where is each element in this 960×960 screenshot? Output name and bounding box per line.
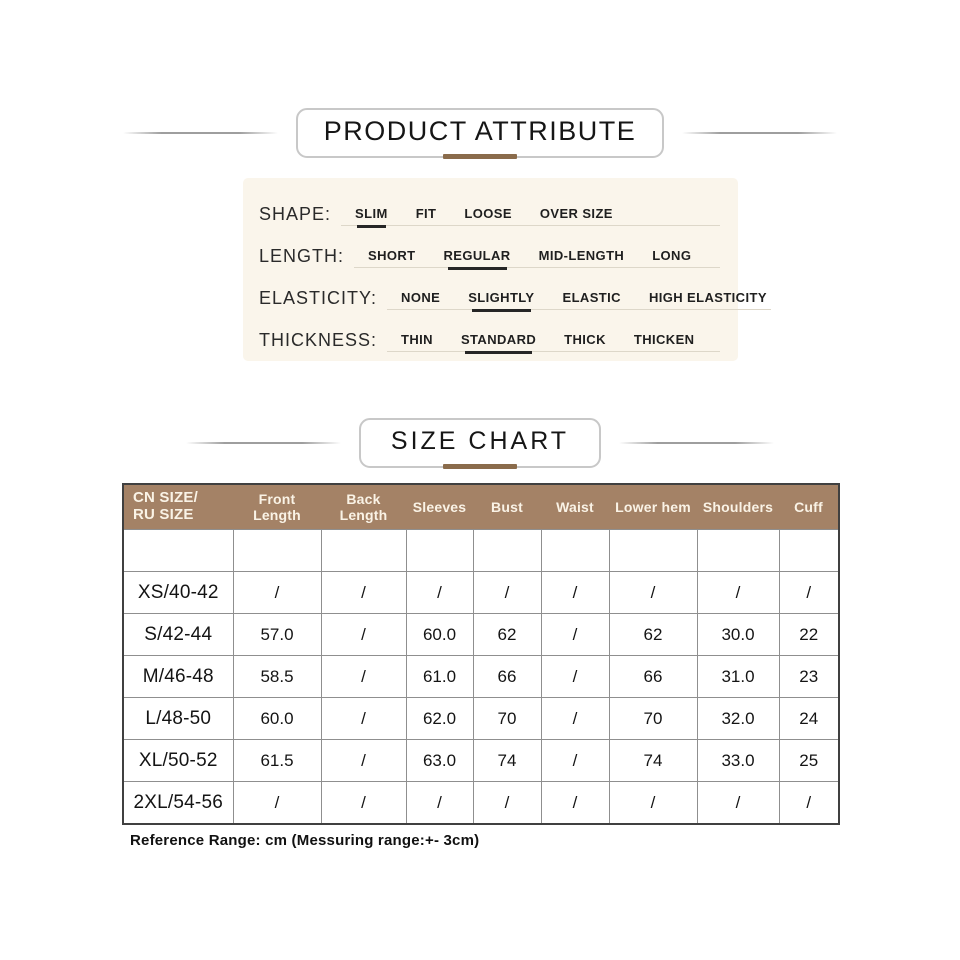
- size-label-cell: XS/40-42: [123, 572, 233, 614]
- measurement-cell: /: [779, 572, 839, 614]
- table-row: [123, 614, 839, 656]
- measurement-cell: /: [473, 782, 541, 825]
- measurement-cell: /: [321, 614, 406, 656]
- column-header: Lower hem: [609, 484, 697, 530]
- column-header: Waist: [541, 484, 609, 530]
- measurement-cell: [473, 530, 541, 572]
- measurement-cell: 22: [779, 614, 839, 656]
- attribute-option-selected: SLIM: [355, 206, 388, 221]
- measurement-cell: 31.0: [697, 656, 779, 698]
- attribute-label: SHAPE:: [259, 204, 332, 224]
- column-header: Bust: [473, 484, 541, 530]
- attribute-option: LONG: [652, 248, 692, 263]
- measurement-cell: 30.0: [697, 614, 779, 656]
- size-label-cell: [123, 530, 233, 572]
- column-header: Sleeves: [406, 484, 473, 530]
- measurement-cell: [609, 530, 697, 572]
- measurement-cell: [541, 530, 609, 572]
- attribute-option-selected: STANDARD: [460, 332, 537, 347]
- measurement-cell: /: [697, 782, 779, 825]
- attribute-option: THIN: [401, 332, 433, 347]
- title-accent-underline: [443, 154, 517, 159]
- measurement-cell: [406, 530, 473, 572]
- measurement-cell: /: [321, 656, 406, 698]
- size-label-cell: M/46-48: [123, 656, 233, 698]
- measurement-cell: 74: [609, 740, 697, 782]
- measurement-cell: 25: [779, 740, 839, 782]
- measurement-cell: [321, 530, 406, 572]
- measurement-cell: /: [406, 782, 473, 825]
- measurement-cell: /: [541, 698, 609, 740]
- measurement-cell: /: [321, 572, 406, 614]
- measurement-cell: /: [609, 572, 697, 614]
- attribute-option: THICK: [564, 332, 606, 347]
- measurement-cell: 57.0: [233, 614, 321, 656]
- measurement-cell: [233, 530, 321, 572]
- reference-range-note: Reference Range: cm (Messuring range:+- 3cm): [130, 832, 480, 849]
- attribute-option-selected: SLIGHTLY: [468, 290, 535, 305]
- measurement-cell: /: [406, 572, 473, 614]
- measurement-cell: /: [541, 782, 609, 825]
- measurement-cell: /: [473, 572, 541, 614]
- table-row: [123, 740, 839, 782]
- column-header-line2: RU SIZE: [133, 506, 194, 523]
- size-chart-header: [0, 418, 960, 468]
- measurement-cell: 60.0: [406, 614, 473, 656]
- size-label-cell: L/48-50: [123, 698, 233, 740]
- measurement-cell: 70: [609, 698, 697, 740]
- table-row: [123, 572, 839, 614]
- product-attribute-title: PRODUCT ATTRIBUTE: [323, 116, 637, 146]
- table-row: [123, 698, 839, 740]
- title-accent-underline: [443, 464, 517, 469]
- size-chart-table: [122, 483, 840, 825]
- decorative-line-left: [123, 132, 278, 134]
- measurement-cell: /: [233, 572, 321, 614]
- attribute-label: ELASTICITY:: [259, 288, 378, 308]
- table-row: [123, 782, 839, 825]
- measurement-cell: [697, 530, 779, 572]
- attribute-option: NONE: [401, 290, 441, 305]
- measurement-cell: 60.0: [233, 698, 321, 740]
- measurement-cell: /: [541, 656, 609, 698]
- column-header: Shoulders: [697, 484, 779, 530]
- measurement-cell: 61.5: [233, 740, 321, 782]
- attribute-row: [259, 237, 720, 268]
- measurement-cell: /: [321, 740, 406, 782]
- column-header: Cuff: [779, 484, 839, 530]
- attributes-panel: [243, 178, 767, 361]
- column-header: Front Length: [233, 484, 321, 530]
- attribute-option: LOOSE: [464, 206, 512, 221]
- attribute-option: MID-LENGTH: [538, 248, 625, 263]
- size-label-cell: XL/50-52: [123, 740, 233, 782]
- size-chart-title: SIZE CHART: [390, 427, 570, 455]
- measurement-cell: 58.5: [233, 656, 321, 698]
- attribute-row: [259, 279, 767, 310]
- column-header: Back Length: [321, 484, 406, 530]
- attribute-options: [387, 332, 720, 352]
- size-chart-table-wrap: [122, 483, 838, 825]
- attribute-option: FIT: [415, 206, 437, 221]
- table-row: [123, 656, 839, 698]
- measurement-cell: 62: [609, 614, 697, 656]
- measurement-cell: /: [697, 572, 779, 614]
- measurement-cell: /: [321, 782, 406, 825]
- measurement-cell: 61.0: [406, 656, 473, 698]
- measurement-cell: 70: [473, 698, 541, 740]
- measurement-cell: /: [541, 740, 609, 782]
- measurement-cell: 62.0: [406, 698, 473, 740]
- size-chart-title-pill: [359, 418, 601, 468]
- attribute-option-selected: REGULAR: [443, 248, 511, 263]
- product-attribute-title-pill: [296, 108, 665, 158]
- attribute-options: [354, 248, 720, 268]
- measurement-cell: 24: [779, 698, 839, 740]
- attribute-row: [259, 195, 720, 226]
- measurement-cell: 33.0: [697, 740, 779, 782]
- measurement-cell: /: [609, 782, 697, 825]
- decorative-line-left: [186, 442, 341, 444]
- measurement-cell: 62: [473, 614, 541, 656]
- size-label-cell: S/42-44: [123, 614, 233, 656]
- measurement-cell: /: [321, 698, 406, 740]
- product-attribute-header: [0, 108, 960, 158]
- measurement-cell: [779, 530, 839, 572]
- attribute-row: [259, 321, 720, 352]
- attribute-label: LENGTH:: [259, 246, 345, 266]
- attribute-label: THICKNESS:: [259, 330, 378, 350]
- measurement-cell: 32.0: [697, 698, 779, 740]
- attribute-option: THICKEN: [633, 332, 695, 347]
- decorative-line-right: [682, 132, 837, 134]
- column-header-cn-ru-size: [123, 484, 233, 530]
- column-header-line1: CN SIZE/: [133, 489, 198, 507]
- table-header-row: [123, 484, 839, 530]
- measurement-cell: /: [541, 614, 609, 656]
- decorative-line-right: [619, 442, 774, 444]
- table-row: [123, 530, 839, 572]
- measurement-cell: 66: [609, 656, 697, 698]
- measurement-cell: /: [541, 572, 609, 614]
- attribute-options: [341, 206, 720, 226]
- measurement-cell: /: [779, 782, 839, 825]
- attribute-option: ELASTIC: [562, 290, 621, 305]
- measurement-cell: 63.0: [406, 740, 473, 782]
- attribute-option: OVER SIZE: [539, 206, 613, 221]
- attribute-option: HIGH ELASTICITY: [648, 290, 767, 305]
- attribute-options: [387, 290, 771, 310]
- measurement-cell: 23: [779, 656, 839, 698]
- size-label-cell: 2XL/54-56: [123, 782, 233, 825]
- measurement-cell: 74: [473, 740, 541, 782]
- attribute-option: SHORT: [368, 248, 416, 263]
- measurement-cell: /: [233, 782, 321, 825]
- measurement-cell: 66: [473, 656, 541, 698]
